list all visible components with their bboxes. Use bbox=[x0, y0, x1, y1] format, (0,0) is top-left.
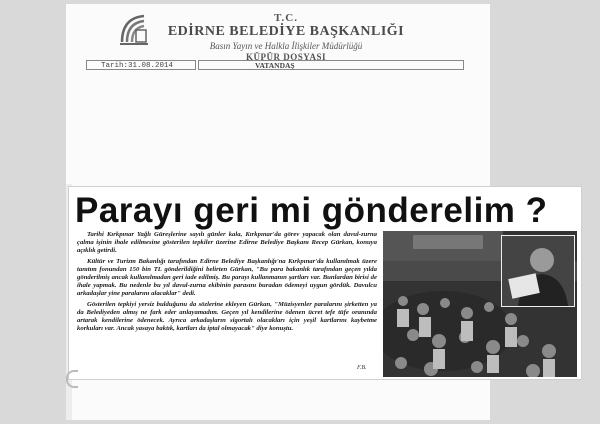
article-paragraph: Gösterilen tepkiyi yersiz bulduğunu da sözlerine ekleyen Gürkan, "Müzisyenler paralarını şirketten ya da Belediyeden almış ne fark eder anlayamadım. Geçen yıl kendilerine ödenen ücret tefe tüfe oranında artarak kendilerine ödenecek. Ayrıca arkadaşların sigortalı olacakları için yeşil kartlarını kaybetme korkuları var. Ancak yasaya baktık, kartları da iptal olmayacak" diye konuştu. bbox=[77, 301, 377, 332]
header-department: Basın Yayın ve Halkla İlişkiler Müdürlüğü bbox=[209, 41, 363, 51]
newspaper-name: VATANDAŞ bbox=[198, 60, 464, 70]
newspaper-clipping bbox=[68, 186, 582, 380]
article-photo bbox=[383, 231, 577, 377]
clipping-date: Tarih:31.08.2014 bbox=[86, 60, 196, 70]
article-paragraph: Kültür ve Turizm Bakanlığı tarafından Edirne Belediye Başkanlığı'na Kırkpınar'da kullanılmak üzere tanıtım fonundan 150 bin TL gönderildiğini belirten Gürkan, "Bu para bakanlık tarafından geçen yılda gönderilmiş ancak kullanılmadan geri iade edilmiş. Bu parayı kullanmanın şartları var. Bunlardan birisi de ihale yapmak. Bu nedenle bu yıl davul-zurna ekibinin parasını buradan ödemeyi uygun gördük. Davulcu arkadaşlar yine paralarını alacaklar" dedi. bbox=[77, 258, 377, 297]
header-organization: EDİRNE BELEDİYE BAŞKANLIĞI bbox=[167, 24, 405, 39]
header-tc: T.C. bbox=[274, 12, 298, 24]
article-paragraph: Tarihi Kırkpınar Yağlı Güreşlerine sayılı günler kala, Kırkpınar'da görev yapacak olan davul-zurna çalma işinin ihale edilmesine gösterilen tepkiler üzerine Edirne Belediye Başkanı Recep Gürkan, konuya açıklık getirdi. bbox=[77, 231, 377, 254]
photo-inset-portrait bbox=[501, 235, 575, 307]
article-body bbox=[77, 231, 377, 336]
header-clipping-file: KÜPÜR DOSYASI bbox=[246, 52, 326, 62]
article-headline: Parayı geri mi gönderelim ? bbox=[75, 191, 548, 230]
municipality-logo-icon bbox=[114, 10, 154, 50]
scan-mark bbox=[66, 370, 78, 388]
article-signature: F.B. bbox=[357, 365, 367, 371]
